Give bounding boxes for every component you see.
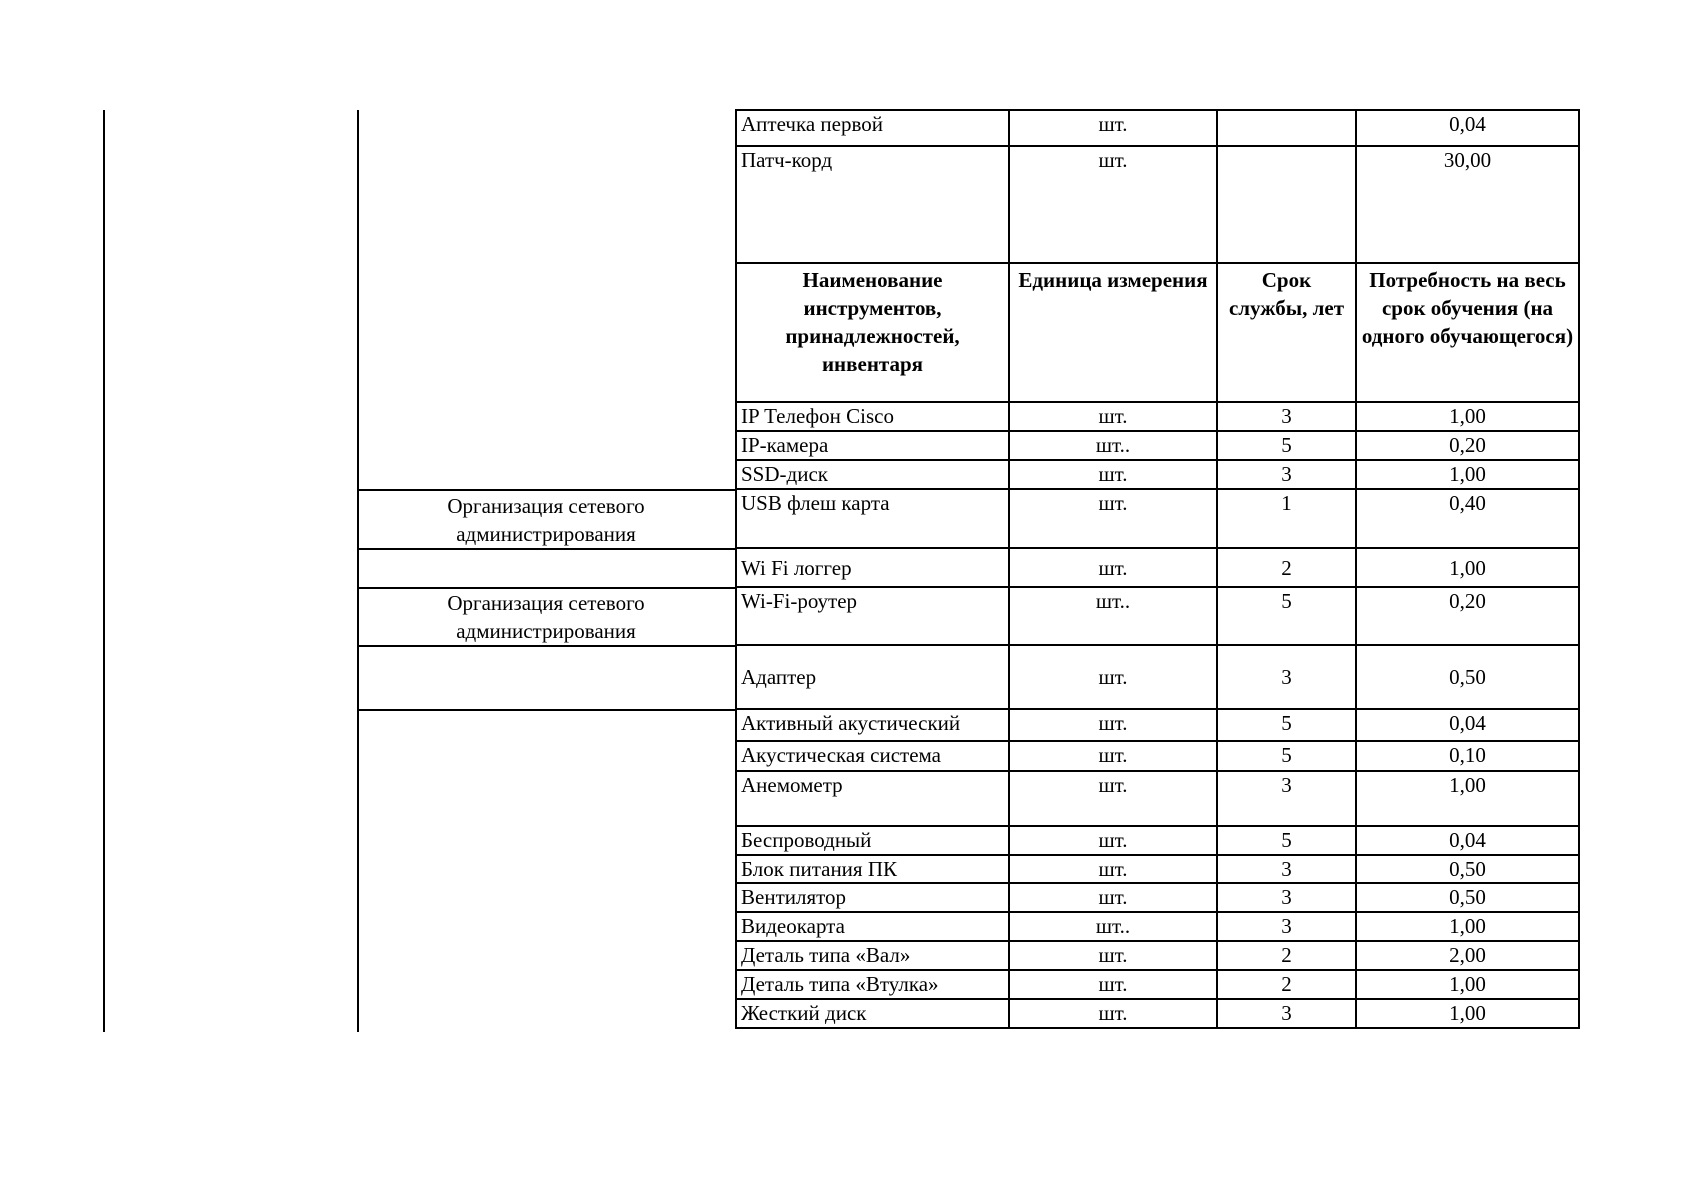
section-label: Организация сетевого администрирования xyxy=(447,494,645,546)
item-unit: шт. xyxy=(1009,489,1217,548)
item-name: USB флеш карта xyxy=(736,489,1009,548)
item-need: 1,00 xyxy=(1356,771,1579,826)
item-life xyxy=(1217,146,1356,263)
outer-left-border xyxy=(103,110,105,1032)
item-name: SSD-диск xyxy=(736,460,1009,489)
item-life: 3 xyxy=(1217,999,1356,1028)
item-life: 3 xyxy=(1217,912,1356,941)
header-name: Наименование инструментов, принадлежностей, инвентаря xyxy=(736,263,1009,402)
item-life: 3 xyxy=(1217,771,1356,826)
table-row xyxy=(736,110,1579,146)
item-need: 0,04 xyxy=(1356,826,1579,855)
item-need: 0,50 xyxy=(1356,883,1579,912)
table-row xyxy=(736,741,1579,771)
item-need: 1,00 xyxy=(1356,460,1579,489)
table-row xyxy=(736,402,1579,431)
item-name: Аптечка первой xyxy=(736,110,1009,146)
item-unit: шт. xyxy=(1009,146,1217,263)
table-row xyxy=(736,826,1579,855)
item-life: 2 xyxy=(1217,548,1356,587)
item-unit: шт. xyxy=(1009,548,1217,587)
section-separator xyxy=(357,645,737,647)
item-name: Видеокарта xyxy=(736,912,1009,941)
item-need: 0,50 xyxy=(1356,645,1579,709)
inventory-table xyxy=(735,109,1580,1029)
item-need: 0,40 xyxy=(1356,489,1579,548)
table-row xyxy=(736,460,1579,489)
item-need: 0,04 xyxy=(1356,110,1579,146)
section-separator xyxy=(357,548,737,550)
item-need: 0,20 xyxy=(1356,587,1579,645)
table-row xyxy=(736,912,1579,941)
item-life: 3 xyxy=(1217,855,1356,883)
table-row xyxy=(736,645,1579,709)
item-life: 1 xyxy=(1217,489,1356,548)
item-need: 1,00 xyxy=(1356,548,1579,587)
item-name: IP Телефон Cisco xyxy=(736,402,1009,431)
item-need: 0,20 xyxy=(1356,431,1579,460)
item-unit: шт. xyxy=(1009,883,1217,912)
item-name: Анемометр xyxy=(736,771,1009,826)
item-need: 1,00 xyxy=(1356,999,1579,1028)
item-name: IP-камера xyxy=(736,431,1009,460)
item-name: Деталь типа «Втулка» xyxy=(736,970,1009,999)
item-unit: шт. xyxy=(1009,941,1217,970)
item-unit: шт.. xyxy=(1009,587,1217,645)
table-row xyxy=(736,548,1579,587)
item-life: 2 xyxy=(1217,970,1356,999)
item-need: 1,00 xyxy=(1356,402,1579,431)
item-name: Блок питания ПК xyxy=(736,855,1009,883)
item-unit: шт. xyxy=(1009,110,1217,146)
outer-mid-border xyxy=(357,110,359,1032)
item-unit: шт. xyxy=(1009,999,1217,1028)
table-row xyxy=(736,771,1579,826)
header-life: Срок службы, лет xyxy=(1217,263,1356,402)
item-life: 3 xyxy=(1217,645,1356,709)
item-need: 0,04 xyxy=(1356,709,1579,741)
item-name: Wi-Fi-роутер xyxy=(736,587,1009,645)
item-name: Акустическая система xyxy=(736,741,1009,771)
item-need: 1,00 xyxy=(1356,970,1579,999)
item-life: 5 xyxy=(1217,431,1356,460)
item-name: Патч-корд xyxy=(736,146,1009,263)
item-life: 3 xyxy=(1217,883,1356,912)
item-unit: шт. xyxy=(1009,855,1217,883)
item-unit: шт. xyxy=(1009,645,1217,709)
item-unit: шт. xyxy=(1009,970,1217,999)
section-label: Организация сетевого администрирования xyxy=(447,591,645,643)
item-name: Активный акустический xyxy=(736,709,1009,741)
item-name: Деталь типа «Вал» xyxy=(736,941,1009,970)
table-row xyxy=(736,970,1579,999)
item-life: 3 xyxy=(1217,402,1356,431)
table-row xyxy=(736,855,1579,883)
table-row xyxy=(736,999,1579,1028)
item-life: 5 xyxy=(1217,709,1356,741)
item-name: Жесткий диск xyxy=(736,999,1009,1028)
item-need: 0,10 xyxy=(1356,741,1579,771)
header-need: Потребность на весь срок обучения (на одного обучающегося) xyxy=(1356,263,1579,402)
item-need: 0,50 xyxy=(1356,855,1579,883)
header-unit: Единица измерения xyxy=(1009,263,1217,402)
item-unit: шт. xyxy=(1009,460,1217,489)
table-header-row xyxy=(736,263,1579,402)
item-unit: шт.. xyxy=(1009,431,1217,460)
item-need: 2,00 xyxy=(1356,941,1579,970)
item-life xyxy=(1217,110,1356,146)
item-life: 3 xyxy=(1217,460,1356,489)
item-life: 5 xyxy=(1217,741,1356,771)
item-unit: шт.. xyxy=(1009,912,1217,941)
table-row xyxy=(736,709,1579,741)
item-need: 30,00 xyxy=(1356,146,1579,263)
item-life: 5 xyxy=(1217,587,1356,645)
table-row xyxy=(736,883,1579,912)
item-unit: шт. xyxy=(1009,771,1217,826)
item-need: 1,00 xyxy=(1356,912,1579,941)
table-row xyxy=(736,941,1579,970)
section-separator xyxy=(357,709,737,711)
table-row xyxy=(736,489,1579,548)
item-name: Wi Fi логгер xyxy=(736,548,1009,587)
item-unit: шт. xyxy=(1009,402,1217,431)
table-row xyxy=(736,431,1579,460)
item-name: Беспроводный xyxy=(736,826,1009,855)
item-unit: шт. xyxy=(1009,826,1217,855)
item-unit: шт. xyxy=(1009,741,1217,771)
item-name: Вентилятор xyxy=(736,883,1009,912)
item-unit: шт. xyxy=(1009,709,1217,741)
item-life: 5 xyxy=(1217,826,1356,855)
section-separator xyxy=(357,489,737,491)
item-name: Адаптер xyxy=(736,645,1009,709)
item-life: 2 xyxy=(1217,941,1356,970)
table-row xyxy=(736,587,1579,645)
table-row xyxy=(736,146,1579,263)
